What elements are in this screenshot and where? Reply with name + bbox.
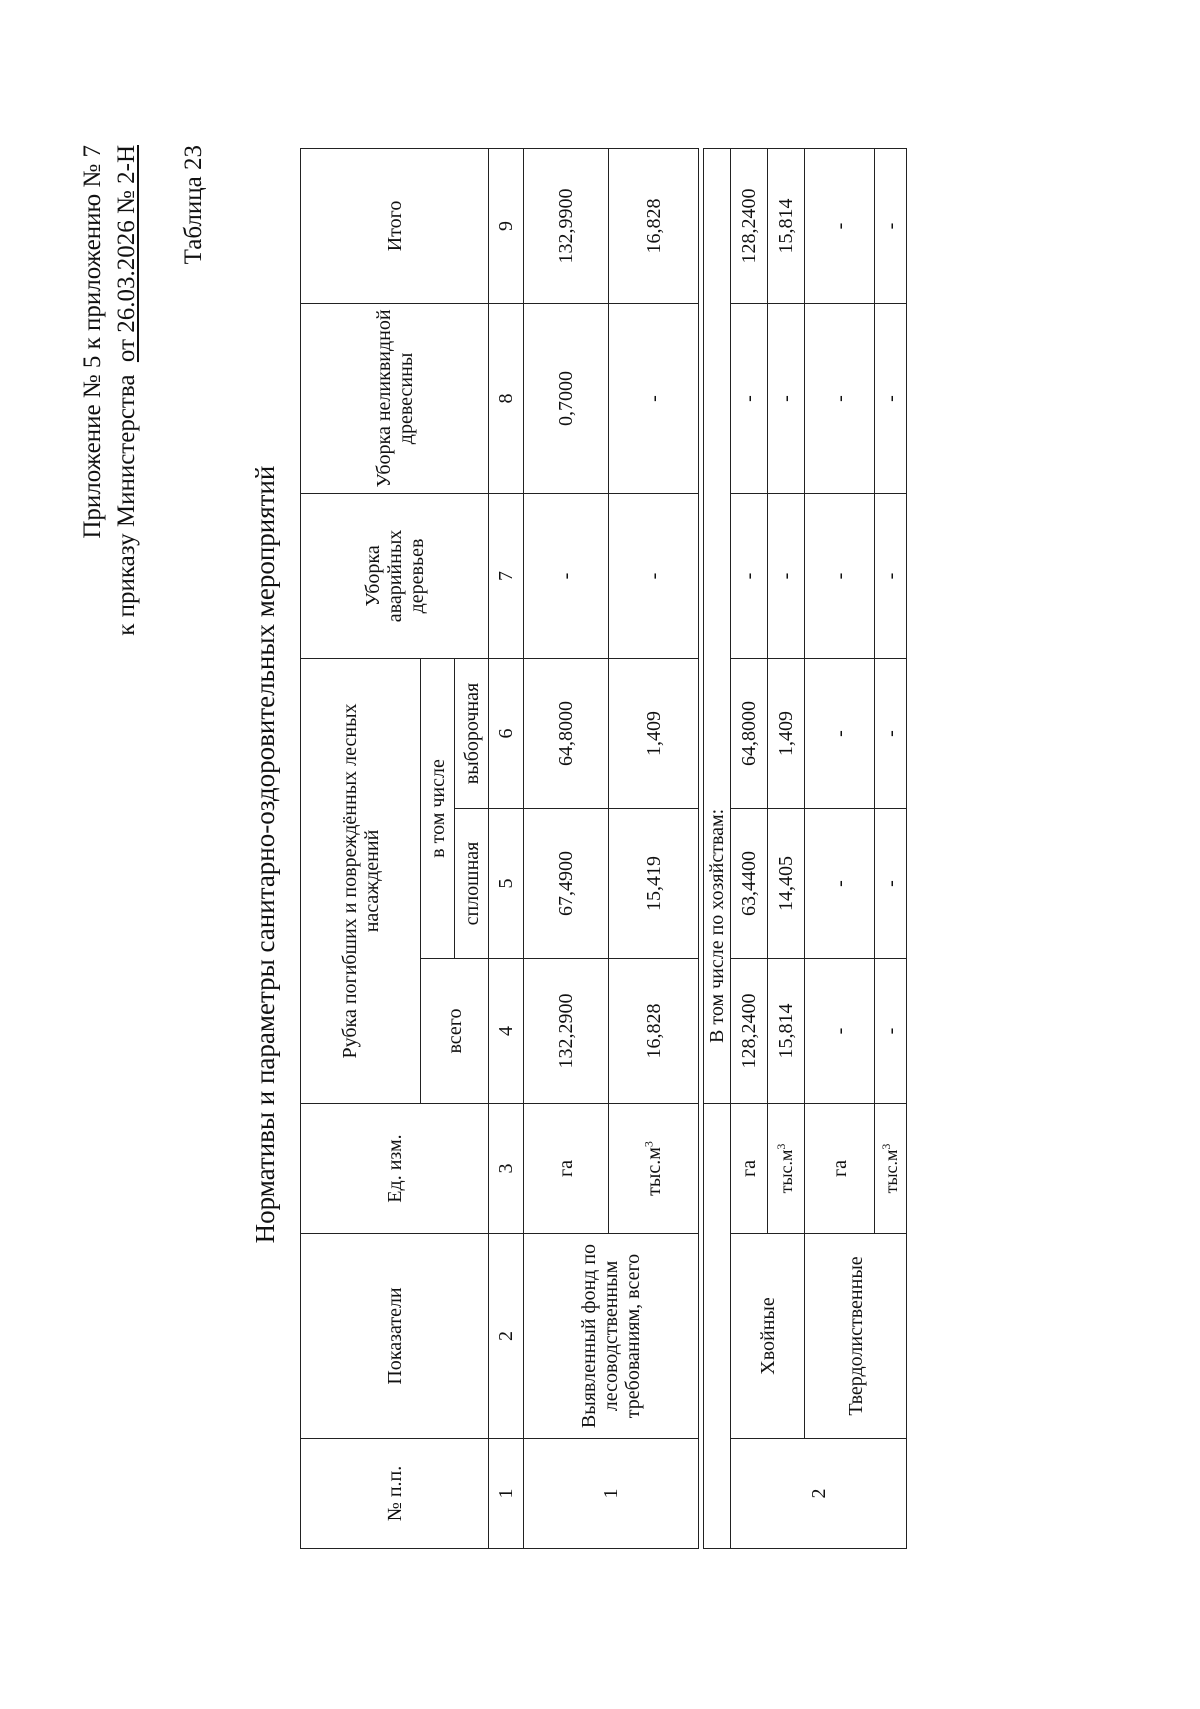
column-number: 7 (489, 493, 524, 658)
row-label: Выявленный фонд по лесоводственным требованиям, всего (524, 1234, 699, 1439)
value-cell: - (805, 303, 875, 493)
unit-cell: $тыс.м^3$ (768, 1104, 805, 1234)
order-reference: к приказу Министерства (113, 374, 140, 636)
value-cell: 1,409 (609, 658, 699, 808)
col-header-including: в том числе (421, 658, 455, 958)
value-cell: - (805, 809, 875, 959)
section-caption-row (704, 148, 731, 1548)
value-cell: - (731, 493, 768, 658)
section-caption: В том числе по хозяйствам: (704, 148, 731, 1103)
appendix-header-line-2 (112, 145, 142, 636)
value-cell: 15,814 (768, 148, 805, 303)
table-row (524, 148, 609, 1548)
col-header-nonliquid: Уборка неликвидной древесины (301, 303, 489, 493)
value-cell: 128,2400 (731, 148, 768, 303)
table-row (805, 148, 875, 1548)
value-cell: - (805, 148, 875, 303)
value-cell: - (805, 959, 875, 1104)
col-header-indicators: Показатели (301, 1234, 489, 1439)
col-header-felling: Рубка погибших и повреждённых лесных насаждений (301, 658, 421, 1103)
value-cell: 14,405 (768, 809, 805, 959)
column-number: 9 (489, 148, 524, 303)
value-cell: 16,828 (609, 148, 699, 303)
column-number: 6 (489, 658, 524, 808)
value-cell: - (875, 303, 907, 493)
order-date-number: от 26.03.2026 № 2-Н (113, 145, 140, 363)
column-number: 1 (489, 1439, 524, 1549)
unit-cell: га (524, 1104, 609, 1234)
appendix-header-line-1: Приложение № 5 к приложению № 7 (79, 145, 106, 539)
value-cell: - (805, 493, 875, 658)
row-number: 1 (524, 1439, 699, 1549)
col-header-num: № п.п. (301, 1439, 489, 1549)
norms-table (300, 148, 907, 1549)
column-numbers-row (489, 148, 524, 1548)
value-cell: 132,9900 (524, 148, 609, 303)
value-cell: 67,4900 (524, 809, 609, 959)
value-cell: 0,7000 (524, 303, 609, 493)
value-cell: - (768, 303, 805, 493)
value-cell: - (875, 959, 907, 1104)
unit-cell: га (805, 1104, 875, 1234)
column-number: 2 (489, 1234, 524, 1439)
value-cell: - (875, 493, 907, 658)
table-number: Таблица 23 (180, 145, 207, 265)
value-cell: - (768, 493, 805, 658)
value-cell: - (609, 303, 699, 493)
unit-cell: $тыс.м^3$ (609, 1104, 699, 1234)
value-cell: - (875, 148, 907, 303)
col-header-total: Итого (301, 148, 489, 303)
row-label: Хвойные (731, 1234, 805, 1439)
value-cell: - (875, 809, 907, 959)
value-cell: - (731, 303, 768, 493)
row-number: 2 (731, 1439, 907, 1549)
col-header-total-all: всего (421, 959, 489, 1104)
col-header-selective: выборочная (455, 658, 489, 808)
column-number: 8 (489, 303, 524, 493)
value-cell: 16,828 (609, 959, 699, 1104)
unit-cell: га (731, 1104, 768, 1234)
value-cell: 15,814 (768, 959, 805, 1104)
value-cell: 128,2400 (731, 959, 768, 1104)
value-cell: 64,8000 (524, 658, 609, 808)
value-cell: 132,2900 (524, 959, 609, 1104)
value-cell: 15,419 (609, 809, 699, 959)
column-number: 3 (489, 1104, 524, 1234)
value-cell: - (875, 658, 907, 808)
col-header-unit: Ед. изм. (301, 1104, 489, 1234)
row-label: Твердолиственные (805, 1234, 907, 1439)
value-cell: - (805, 658, 875, 808)
value-cell: - (609, 493, 699, 658)
col-header-emergency: Уборка аварийных деревьев (301, 493, 489, 658)
column-number: 5 (489, 809, 524, 959)
value-cell: 1,409 (768, 658, 805, 808)
table-row (731, 148, 768, 1548)
column-number: 4 (489, 959, 524, 1104)
value-cell: 63,4400 (731, 809, 768, 959)
value-cell: 64,8000 (731, 658, 768, 808)
value-cell: - (524, 493, 609, 658)
unit-cell: $тыс.м^3$ (875, 1104, 907, 1234)
document-title: Нормативы и параметры санитарно-оздоровительных мероприятий (250, 465, 280, 1244)
col-header-clear: сплошная (455, 809, 489, 959)
